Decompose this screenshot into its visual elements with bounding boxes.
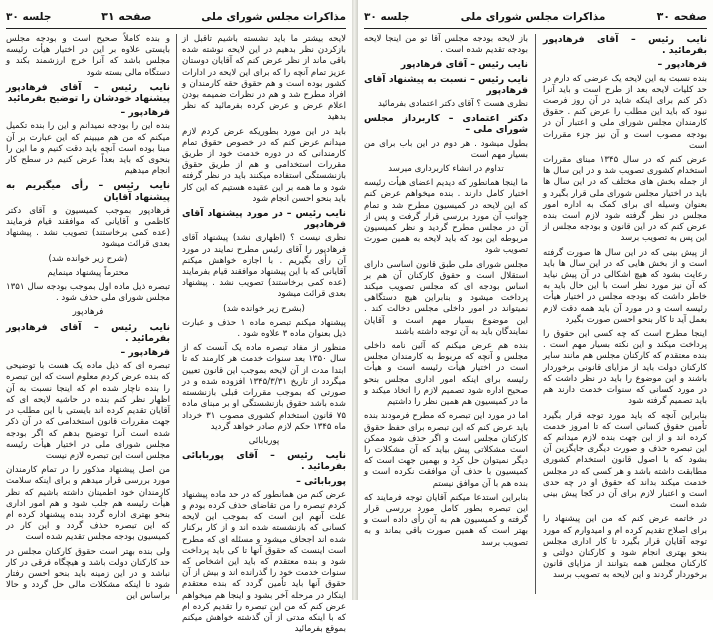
centered-note: (بشرح زیر خوانده شد) (223, 303, 305, 314)
speaker-line: پوربابائی – (296, 475, 346, 487)
speaker-line: نایب رئیس – آقای فرهادپور پیشنهاد خودشان را توضیح بفرمائید (6, 81, 170, 105)
paragraph: بنابراین آنچه که باید مورد توجه قرار بگیرد تأمین حقوق کسانی است که تا امروز خدمت کرده اند و از این جهت بنده لازم میدانم که این تبصره حذف و صورت دیگری جایگزین آن بشود که با اصول قانون استخدام کشوری مطابقت داشته باشد و هر کسی که در مجلس خدمت میکند بداند که حقوق او در چه حدی است و اعتبار لازم برای آن در کجا پیش بینی شده است (543, 410, 707, 511)
page-header (6, 6, 346, 29)
paragraph: من اصل پیشنهاد مذکور را در تمام کارمندان مورد بررسی قرار میدهم و برای اینکه سلامت کارمندان خود اطمینان داشته باشیم که نظر هیأت رئیسه هم جلب شود و هم امور اداری بنحو بهتری اداره گردد بنده پیشنهاد کرده ام که این تبصره حذف گردد و این کار در کمیسیون بودجه مجلس تقدیم شده است (6, 465, 170, 543)
header-session: جلسه ۳۰ (6, 11, 52, 23)
paragraph: ولی بنده بهتر است حقوق کارکنان مجلس در حد کارکنان دولت باشد و هیچگاه فرقی در کار نباشد و در این زمینه باید بنحو احسن رفتار شود تا اینکه مشکلات مالی حل گردد و حالا براساس این (6, 546, 170, 602)
paragraph: تبصره ذیل ماده اول بموجب بودجه سال ۱۳۵۱ مجلس شورای ملی حذف شود . (6, 282, 170, 304)
page-columns (6, 34, 347, 635)
text-column-right (543, 34, 707, 594)
speaker-line: فرهادپور – (657, 59, 707, 71)
paragraph: باز لایحه بودجه مجلس آقا تو من اینجا لایحه بودجه تقدیم شده است . (364, 34, 528, 56)
paragraph: عرض کنم که در سال ۱۳۴۵ مبنای مقررات استخدام کشوری تصویب شد و در این سال ها از جمله بخش های مختلف که در این سال ها باید در اختیار مجلس شورای ملی قرار بگیرد و بعنوان وسیله ای برای کمک به اداره امور مجلس در نظر گرفته شود لازم است بنده عرض کنم که در این قانون و بودجه مجلس از این پس به تصویب برسد (543, 155, 708, 244)
text-column-left (6, 34, 170, 602)
header-session: جلسه ۳۰ (364, 11, 410, 23)
paragraph: بنابراین استدعا میکنم آقایان توجه فرمایند که این تبصره بطور کامل مورد بررسی قرار گرفته و کمیسیون هم به آن رأی داده است و بهتر است که همین صورت باقی بماند و به تصویب برسد (364, 492, 528, 548)
page-31 (0, 0, 352, 635)
header-page-number: صفحه ۳۰ (656, 10, 707, 23)
centered-note: (شرح زیر خوانده شد) (48, 253, 128, 264)
paragraph: اینجا مطرح است که چه کسی این حقوق را پرداخت میکند و این نکته بسیار مهم است . بنده معتقدم که کارکنان مجلس هم مانند سایر کارکنان دولت باید از مزایای قانونی برخوردار باشند و این موضوع را باید در نظر داشت که در مورد کسانی که سنوات خدمت دارند هم باید تصمیم گرفته شود (543, 329, 707, 407)
paragraph: منظور از مفاد تبصره ماده یک آنست که از سال ۱۳۵۰ بعد سنوات خدمت هر کارمند که تا ابتدا مدت از آن لایحه بموجب این قانون تعیین میگردد از تاریخ ۱۳۴۵/۳/۳۱ افزوده شده و در صورتی که بموجب مقررات قبلی بازنشسته شده باشد حقوق بازنشستگی او بر مبنای ماده ۷۵ قانون استخدام کشوری مصوب ۳۱ خرداد ماه ۱۳۴۵ حکم لازم صادر خواهد گردید (182, 343, 347, 432)
speaker-line: نایب رئیس – رأی میگیریم به پیشنهاد آقایان (6, 180, 170, 203)
centered-note: فرهادپور (72, 307, 104, 318)
paragraph: نظری هست ؟ آقای دکتر اعتمادی بفرمائید (377, 99, 528, 110)
paragraph: در خاتمه عرض کنم که من این پیشنهاد را برای اصلاح تقدیم کرده ام و امیدوارم که مورد توجه آقایان قرار بگیرد تا کار اداری مجلس بنحو بهتری انجام شود و کارکنان دولتی و کارکنان مجلس همه بتوانند از مزایای قانون برخوردار گردند و این لایحه به تصویب برسد (543, 514, 707, 581)
paragraph: لایحه بیشتر ما باید نشسته باشیم تاقبل از بازکردن نظر بدهیم در این لایحه نوشته شده باقی ماند از نظر عرض کنم که آقایان دوستان عزیز تمام آنچه را که برای این لایحه در ادارات کشور بوده است و هم حقوق حقه کارمندان و افراد مطرح شد و هم در نظرات ضمیمه بودن اعلام عرض و عرض کرده بفرمائید که نظر بدهید (182, 34, 346, 123)
paragraph: فرهادپور بموجب کمیسیون و آقای دکتر کاظمی و آقایانی که موافقند قیام فرمایند (عده کمی برخاستند) تصویب نشد . پیشنهاد بعدی قرائت میشود (6, 205, 170, 250)
speaker-line: نایب رئیس – آقای فرهادپور بفرمائید . (6, 321, 170, 344)
paragraph: تبصره ای که ذیل ماده یک هست با توضیحی که بنده عرض کردم معلوم است که این تبصره را بنده ناچار شده ام که اینجا نسبت به آن اظهار نظر کنم بنده در حاشیه لایحه ای که آقایان تقدیم کرده اند بایستی با این مطلب در جهت مقررات قانون استخدامی که در آن ذکر شده است آنرا توضیح بدهم که اگر بودجه مجلس شورای ملی در اختیار هیأت رئیسه مجلس است این تبصره لازم نیست (6, 361, 170, 461)
page-30 (358, 0, 713, 600)
paragraph: ما اینجا همانطور که دیدیم اعضای هیأت رئیسه اختیار کامل دارند . بنده میخواهم عرض کنم که این لایحه در کمیسیون مطرح شد و تمام جوانب آن مورد بررسی قرار گرفت و پس از آن در مجلس مطرح گردید و نظر کمیسیون مربوطه این بود که باید لایحه به همین صورت تصویب شود (364, 178, 528, 256)
paragraph: از پیش بینی که در این سال ها صورت گرفته است و از بخش هایی که در این سال ها باید رعایت بشود که هیچ اشکالی در آن پیش نیاید که آن نیز مورد نظر است با این حال باید به خاطر داشت که بودجه مجلس در اختیار هیأت رئیسه است و در مورد آن باید همه دقت لازم بعمل آید تا کار بنحو احسن صورت بگیرد (543, 247, 707, 325)
centered-note: محترماً پیشنهاد مینمایم (47, 267, 129, 278)
paragraph: و بنده کاملاً صحیح است و بودجه مجلس بایستی علاوه بر این در اختیار هیأت رئیسه مجلس باشد که آنرا خرج ارزشمند بکند و دستگاه مالی بسته شود (6, 34, 170, 78)
paragraph: عرض کنم من همانطور که در حد ماده پیشنهاد کردم تبصره را من تقاضای حذف کرده بودم و علت آنهم این است که بموجب این لایحه کسانی که بازنشسته شده اند و از کار برکنار شده اند اجحاف میشود و مسئله ای که مطرح است اینست که حقوق آنها تا کی باید پرداخت شود و بنده معتقدم که باید این اشخاص که سنوات خدمت خود را گذرانده اند و بیش از آن حقوق آنها باید تأمین گردد که بنده معتقدم اینکار در مرحله آخر بشود و اینجا هم میخواهم عرض کنم که من این تبصره را تقدیم کرده ام که با اینکه مدتی از آن گذشته خواهش میکنم بموقع بفرمائید (182, 489, 346, 635)
speaker-line: نایب رئیس – آقای فرهادپور (400, 59, 528, 71)
speaker-line: دکتر اعتمادی – کاربرداز مجلس شورای ملی – (364, 113, 528, 136)
paragraph: بنده هم عرض میکنم که آئین نامه داخلی مجلس و آنچه که مربوط به کارمندان مجلس است در اختیار هیأت رئیسه است و هیأت رئیسه برای اینکه امور اداری مجلس بنحو صحیح اداره شود تصمیم لازم را اتخاذ میکند و ما در کمیسیون هم همین نظر را داشتیم (364, 341, 528, 408)
speaker-line: فرهادپور – (120, 107, 170, 119)
paragraph: نظری نیست ؟ (اظهاری نشد) پیشنهاد آقای فرهادپور را آقای رئیس مطرح نمایند در مورد آن رأی بگیریم . با اجازه خواهش میکنم آقایانی که با این پیشنهاد موافقند قیام بفرمایند (عده کمی برخاستند) تصویب نشد . پیشنهاد بعدی قرائت میشود (182, 233, 346, 300)
header-title: مذاکرات مجلس شورای ملی (201, 11, 346, 23)
speaker-line: نایب رئیس – در مورد پیشنهاد آقای فرهادپور (182, 208, 346, 231)
speaker-line: نایب رئیس – نسبت به پیشنهاد آقای فرهادپور (364, 73, 528, 96)
page-header (364, 6, 707, 29)
paragraph: پیشنهاد میکنم تبصره ماده ۱ حذف و عبارت ذیل بعنوان ماده ۳ علاوه شود . (182, 317, 346, 340)
speaker-line: فرهادپور – (120, 347, 170, 359)
speaker-line: نایب رئیس – آقای پوربابائی بفرمائید . (182, 450, 346, 473)
page-columns (364, 34, 707, 594)
centered-note: پوربابائی (248, 435, 280, 446)
speaker-line: نایب رئیس – آقای فرهادپور بفرمائید . (543, 34, 707, 57)
paragraph: بطول میشود . هر دوم در این باب برای من بسیار مهم است (364, 138, 528, 160)
paragraph: بنده این را بودجه نمیدانم و این را بنده تکمیل میکنم که من هم میبینم که این عبارت بر آن مبنا بوده است آنچه باید دقت کنیم و ما این را بنحوی که باید بعداً عرض کنیم در سطح کار انجام میدهیم (6, 121, 170, 177)
header-page-number: صفحه ۳۱ (101, 10, 152, 23)
centered-note: تداوم در انشاء کاربرداری میرسد (388, 164, 504, 175)
column-rule (176, 34, 177, 594)
column-rule (535, 34, 536, 594)
paragraph: بنده نسبت به این لایحه یک عرضی که دارم در حد کلیات لایحه بعد از طرح است و باید آنرا ذکر کنم برای اینکه شاید در آن روز فرصت نبود که باید این مطلب را عرض کنم . حقوق کارمندان مجلس شورای ملی و اعتبار آن در بودجه مصوب است و آن نیز جزء مقررات است (543, 73, 707, 151)
paragraph: باید در این مورد بطوریکه عرض کردم لازم میدانم عرض کنم که در خصوص حقوق تمام کارمندانی که در دوره خدمت خود از طریق مقررات استخدامی و هم از طریق حقوق بازنشستگی استفاده میکنند باید در نظر گرفته شود و ما همه بر این عقیده هستیم که این کار باید بنحو احسن انجام شود (182, 126, 346, 204)
header-title: مذاکرات مجلس شورای ملی (460, 11, 606, 23)
text-column-left (364, 34, 528, 594)
paragraph: اما در مورد این تبصره که مطرح فرمودند بنده باید عرض کنم که این تبصره برای حفظ حقوق کارکنان مجلس است و اگر حذف شود ممکن است مشکلاتی پیش بیاید که آن مشکلات را دیگر نمیتوان حل کرد و بهمین جهت است که کمیسیون با حذف آن موافقت نکرده است و بنده هم با آن موافق نیستم (364, 411, 528, 489)
paragraph: مجلس شورای ملی طبق قانون اساسی دارای استقلال است و حقوق کارکنان آن هم بر اساس بودجه ای که مجلس تصویب میکند پرداخت میشود و بنابراین هیچ دستگاهی نمیتواند در امور داخلی مجلس دخالت کند . این موضوع بسیار مهم است و آقایان نمایندگان باید به آن توجه داشته باشند (364, 259, 528, 337)
text-column-right (182, 34, 347, 635)
